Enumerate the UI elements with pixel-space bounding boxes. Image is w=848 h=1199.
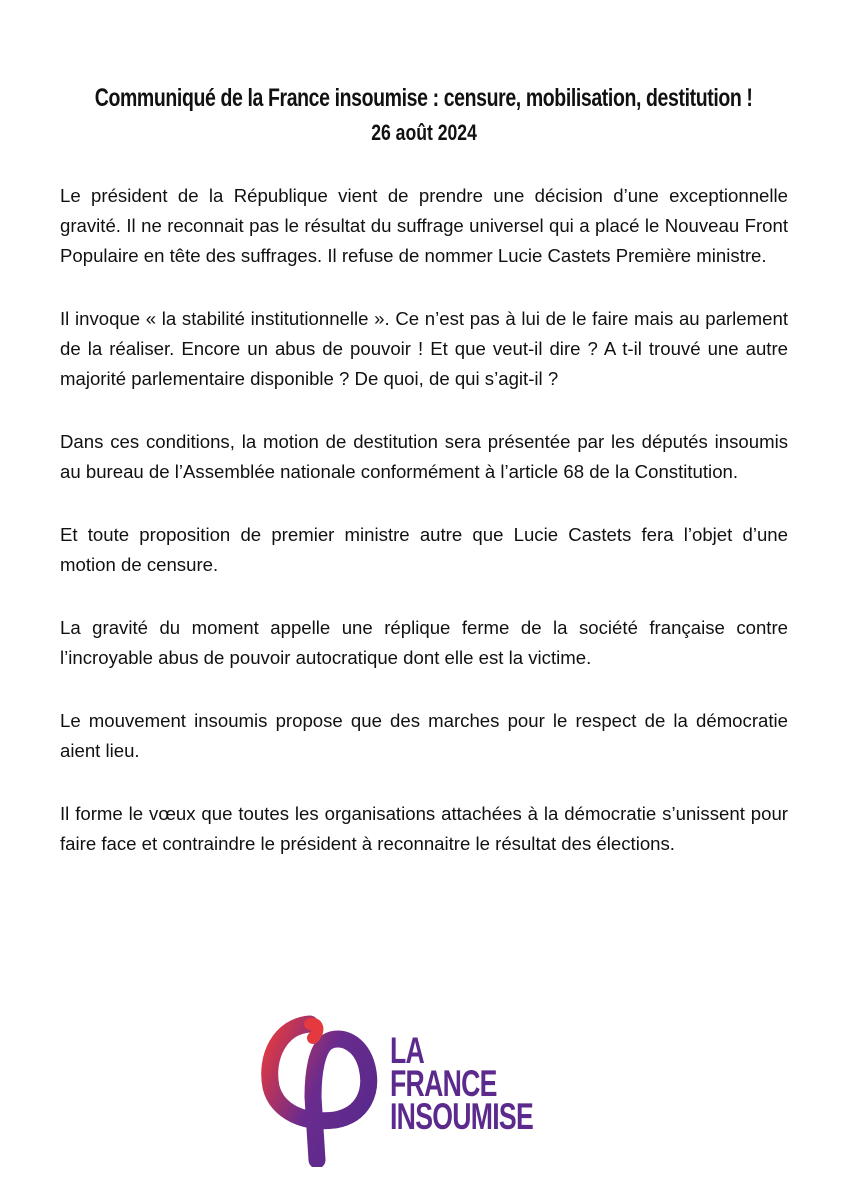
- paragraph: Il invoque « la stabilité institutionnelle ». Ce n’est pas à lui de le faire mais au parlement de la réaliser. Encore un abus de pouvoir ! Et que veut-il dire ? A t-il trouvé une autre majorité parlementaire disponible ? De quoi, de qui s’agit-il ?: [60, 308, 788, 389]
- paragraph: Le mouvement insoumis propose que des marches pour le respect de la démocratie aient lieu.: [60, 710, 788, 761]
- paragraph: Et toute proposition de premier ministre autre que Lucie Castets fera l’objet d’une motion de censure.: [60, 524, 788, 575]
- document-date: 26 août 2024: [371, 120, 477, 145]
- document-title: Communiqué de la France insoumise : censure, mobilisation, destitution !: [95, 84, 753, 112]
- lfi-logo: [255, 1012, 575, 1167]
- paragraph: Dans ces conditions, la motion de destitution sera présentée par les députés insoumis au bureau de l’Assemblée nationale conformément à l’article 68 de la Constitution.: [60, 431, 788, 482]
- paragraph: La gravité du moment appelle une réplique ferme de la société française contre l’incroyable abus de pouvoir autocratique dont elle est la victime.: [60, 617, 788, 668]
- document-body: [60, 181, 788, 892]
- paragraph: Il forme le vœux que toutes les organisations attachées à la démocratie s’unissent pour faire face et contraindre le président à reconnaitre le résultat des élections.: [60, 803, 788, 854]
- paragraph: Le président de la République vient de prendre une décision d’une exceptionnelle gravité. Il ne reconnait pas le résultat du suffrage universel qui a placé le Nouveau Front Populaire en tête des suffrages. Il refuse de nommer Lucie Castets Première ministre.: [60, 185, 788, 266]
- logo-wordmark: LA FRANCE INSOUMISE: [390, 1030, 534, 1137]
- phi-logo-icon: [255, 1012, 385, 1167]
